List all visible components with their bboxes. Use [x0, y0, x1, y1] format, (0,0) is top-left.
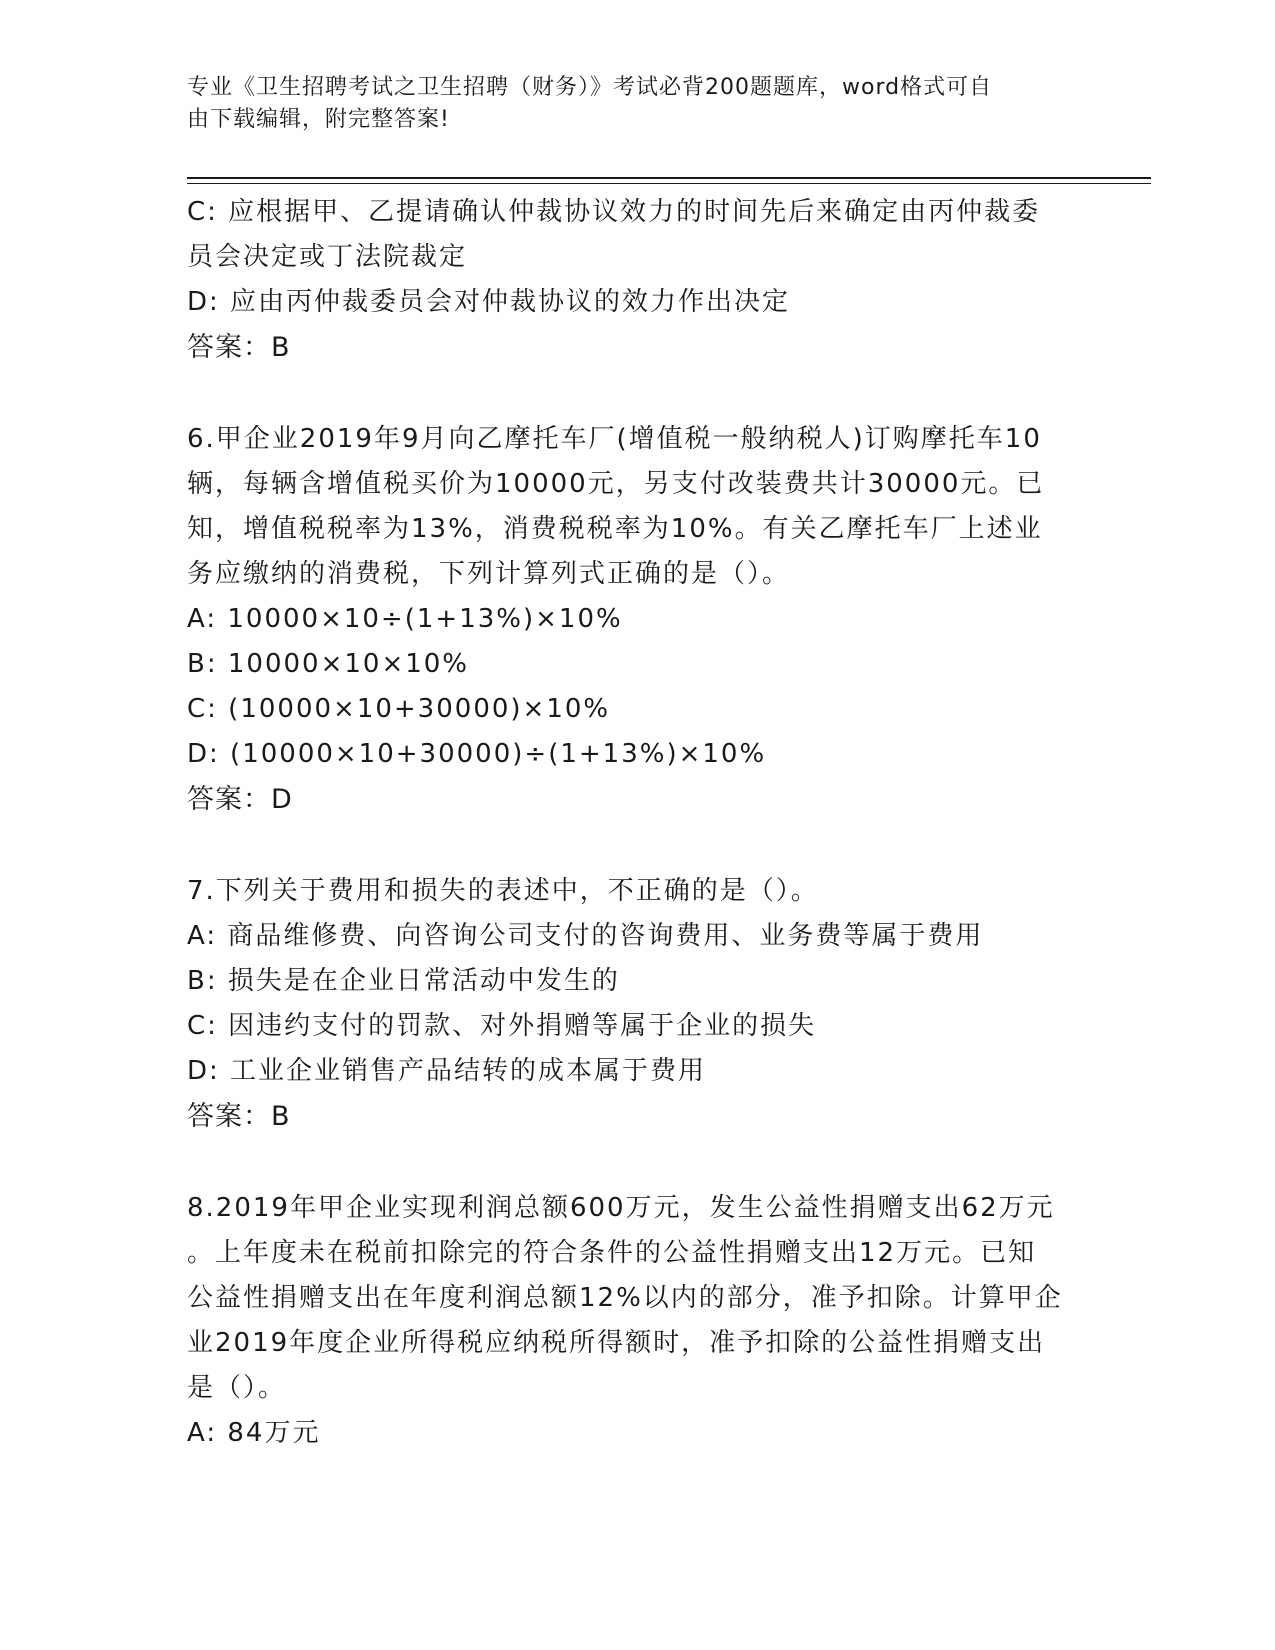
option-c: C: (10000×10+30000)×10%: [187, 694, 611, 724]
question-spacer: [187, 371, 1087, 417]
question-stem-line: 。上年度未在税前扣除完的符合条件的公益性捐赠支出12万元。已知: [187, 1238, 1037, 1268]
question-stem-line: 知，增值税税率为13%，消费税税率为10%。有关乙摩托车厂上述业: [187, 514, 1043, 544]
question-stem-line: 务应缴纳的消费税，下列计算列式正确的是（）。: [187, 559, 791, 589]
question-6: [187, 417, 1087, 823]
question-content: [187, 190, 1087, 1456]
option-d: D: 应由丙仲裁委员会对仲裁协议的效力作出决定: [187, 287, 791, 317]
document-header: [187, 72, 1067, 136]
option-c-line-2: 员会决定或丁法院裁定: [187, 242, 468, 272]
header-line-2: 由下载编辑，附完整答案!: [187, 107, 450, 132]
question-7: [187, 869, 1087, 1140]
option-b: B: 损失是在企业日常活动中发生的: [187, 966, 620, 996]
question-stem-line: 7.下列关于费用和损失的表述中，不正确的是（）。: [187, 876, 819, 906]
option-d: D: (10000×10+30000)÷(1+13%)×10%: [187, 739, 767, 769]
question-8: [187, 1186, 1087, 1456]
header-line-1: 专业《卫生招聘考试之卫生招聘（财务）》考试必背200题题库，word格式可自: [187, 75, 993, 100]
question-spacer: [187, 1140, 1087, 1186]
option-b: B: 10000×10×10%: [187, 649, 470, 679]
option-d: D: 工业企业销售产品结转的成本属于费用: [187, 1056, 707, 1086]
question-stem-line: 是（）。: [187, 1373, 287, 1403]
question-stem-line: 8.2019年甲企业实现利润总额600万元，发生公益性捐赠支出62万元: [187, 1193, 1055, 1223]
option-a: A: 10000×10÷(1+13%)×10%: [187, 604, 623, 634]
question-stem-line: 业2019年度企业所得税应纳税所得额时，准予扣除的公益性捐赠支出: [187, 1328, 1046, 1358]
option-c: C: 因违约支付的罚款、对外捐赠等属于企业的损失: [187, 1011, 817, 1041]
question-5-tail: [187, 190, 1087, 371]
question-stem-line: 辆，每辆含增值税买价为10000元，另支付改装费共计30000元。已: [187, 469, 1045, 499]
answer-label: 答案：B: [187, 1101, 291, 1132]
header-divider-thick: [187, 177, 1151, 179]
option-a: A: 商品维修费、向咨询公司支付的咨询费用、业务费等属于费用: [187, 921, 984, 951]
option-a: A: 84万元: [187, 1418, 321, 1448]
question-stem-line: 6.甲企业2019年9月向乙摩托车厂(增值税一般纳税人)订购摩托车10: [187, 424, 1042, 454]
header-divider-thin: [187, 183, 1151, 184]
question-spacer: [187, 823, 1087, 869]
question-stem-line: 公益性捐赠支出在年度利润总额12%以内的部分，准予扣除。计算甲企: [187, 1283, 1063, 1313]
answer-label: 答案：D: [187, 784, 293, 815]
answer-label: 答案：B: [187, 332, 291, 363]
option-c-line-1: C: 应根据甲、乙提请确认仲裁协议效力的时间先后来确定由丙仲裁委: [187, 197, 1041, 227]
